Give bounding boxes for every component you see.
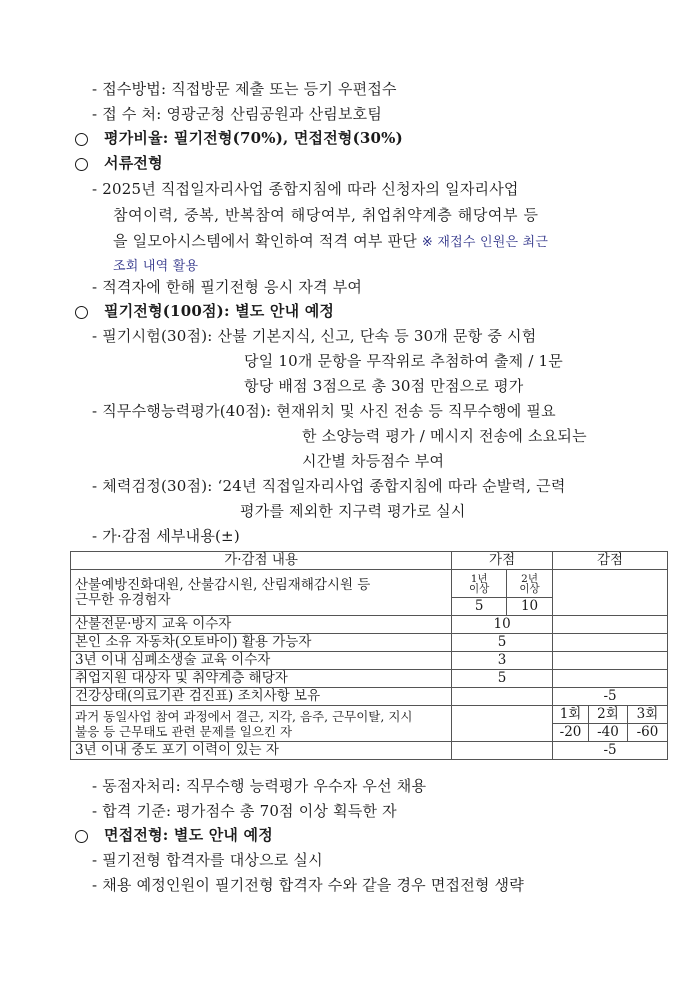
row2-penalty: [553, 616, 668, 634]
table-row: [71, 688, 668, 706]
row8-bonus: [452, 742, 553, 760]
row7-bonus: [452, 706, 553, 742]
table-row: [71, 706, 668, 724]
row1-penalty: [553, 570, 668, 616]
row5-bonus: 5: [452, 670, 553, 688]
row3-penalty: [553, 634, 668, 652]
row6-bonus: [452, 688, 553, 706]
row6-content: 건강상태(의료기관 검진표) 조치사항 보유: [71, 688, 452, 706]
row1-content: 산불예방진화대원, 산불감시원, 산림재해감시원 등 근무한 유경험자: [71, 570, 452, 616]
row1-bonus2: 10: [507, 598, 553, 616]
table-row: [71, 742, 668, 760]
row7-penalty1: -20: [553, 724, 589, 742]
table-row: [71, 570, 668, 598]
section-interview-title: 면접전형: 별도 안내 예정: [104, 826, 273, 844]
row4-content: 3년 이내 심폐소생술 교육 이수자: [71, 652, 452, 670]
circle-bullet-icon: [75, 158, 88, 171]
row7-time1: 1회: [553, 706, 589, 724]
circle-bullet-icon: [75, 133, 88, 146]
section-written-title: 필기전형(100점): 별도 안내 예정: [104, 302, 335, 320]
section-ratio-title: 평가비율: 필기전형(70%), 면접전형(30%): [104, 129, 403, 147]
document-item1-line3-text: 을 일모아시스템에서 확인하여 적격 여부 판단: [113, 232, 417, 250]
job-eval-line1: - 직무수행능력평가(40점): 현재위치 및 사진 전송 등 직무수행에 필요: [92, 402, 556, 420]
row3-content: 본인 소유 자동차(오토바이) 활용 가능자: [71, 634, 452, 652]
fitness-line1: - 체력검정(30점): ‘24년 직접일자리사업 종합지침에 따라 순발력, 근력: [92, 477, 566, 495]
circle-bullet-icon: [75, 830, 88, 843]
row3-bonus: 5: [452, 634, 553, 652]
document-item1-line3: [113, 231, 548, 253]
document-item1-line1: - 2025년 직접일자리사업 종합지침에 따라 신청자의 일자리사업: [92, 180, 519, 198]
row8-content: 3년 이내 중도 포기 이력이 있는 자: [71, 742, 452, 760]
table-row: [71, 670, 668, 688]
pass-criteria: - 합격 기준: 평가점수 총 70점 이상 획득한 자: [92, 802, 397, 820]
row8-penalty: -5: [553, 742, 668, 760]
job-eval-line2: 한 소양능력 평가 / 메시지 전송에 소요되는: [302, 427, 587, 445]
bonus-title: - 가·감점 세부내용(±): [92, 527, 240, 545]
submission-place: - 접 수 처: 영광군청 산림공원과 산림보호팀: [92, 105, 383, 123]
row7-penalty3: -60: [627, 724, 667, 742]
reapply-note-cont: 조회 내역 활용: [113, 259, 199, 274]
table-row: [71, 634, 668, 652]
row4-penalty: [553, 652, 668, 670]
written-exam-line3: 항당 배점 3점으로 총 30점 만점으로 평가: [244, 377, 524, 395]
table-row: [71, 616, 668, 634]
interview-item2: - 채용 예정인원이 필기전형 합격자 수와 같을 경우 면접전형 생략: [92, 876, 524, 894]
row1-sub2-label: 2년 이상: [507, 570, 553, 598]
row4-bonus: 3: [452, 652, 553, 670]
written-exam-line1: - 필기시험(30점): 산불 기본지식, 신고, 단속 등 30개 문항 중 시험: [92, 327, 537, 345]
row7-time3: 3회: [627, 706, 667, 724]
row2-bonus: 10: [452, 616, 553, 634]
written-exam-line2: 당일 10개 문항을 무작위로 추첨하여 출제 / 1문: [244, 352, 563, 370]
job-eval-line3: 시간별 차등점수 부여: [302, 452, 445, 470]
row5-penalty: [553, 670, 668, 688]
tie-break: - 동점자처리: 직무수행 능력평가 우수자 우선 채용: [92, 777, 427, 795]
circle-bullet-icon: [75, 306, 88, 319]
interview-item1: - 필기전형 합격자를 대상으로 실시: [92, 851, 323, 869]
header-content: 가·감점 내용: [71, 552, 452, 570]
row6-penalty: -5: [553, 688, 668, 706]
row1-sub1-label: 1년 이상: [452, 570, 507, 598]
row2-content: 산불전문·방지 교육 이수자: [71, 616, 452, 634]
section-document-title: 서류전형: [104, 154, 163, 172]
table-row: [71, 652, 668, 670]
row5-content: 취업지원 대상자 및 취약계층 해당자: [71, 670, 452, 688]
submission-method: - 접수방법: 직접방문 제출 또는 등기 우편접수: [92, 80, 397, 98]
row7-time2: 2회: [589, 706, 628, 724]
document-item1-line2: 참여이력, 중복, 반복참여 해당여부, 취업취약계층 해당여부 등: [113, 206, 539, 224]
fitness-line2: 평가를 제외한 지구력 평가로 실시: [240, 502, 466, 520]
row1-bonus1: 5: [452, 598, 507, 616]
table-header-row: [71, 552, 668, 570]
bonus-penalty-table: [70, 551, 668, 760]
header-penalty: 감점: [553, 552, 668, 570]
reapply-note: ※ 재접수 인원은 최근: [421, 235, 549, 250]
document-item2: - 적격자에 한해 필기전형 응시 자격 부여: [92, 278, 363, 296]
row7-penalty2: -40: [589, 724, 628, 742]
header-bonus: 가점: [452, 552, 553, 570]
row7-content: 과거 동일사업 참여 과정에서 결근, 지각, 음주, 근무이탈, 지시 불응 등 근무태도 관련 문제를 일으킨 자: [71, 706, 452, 742]
